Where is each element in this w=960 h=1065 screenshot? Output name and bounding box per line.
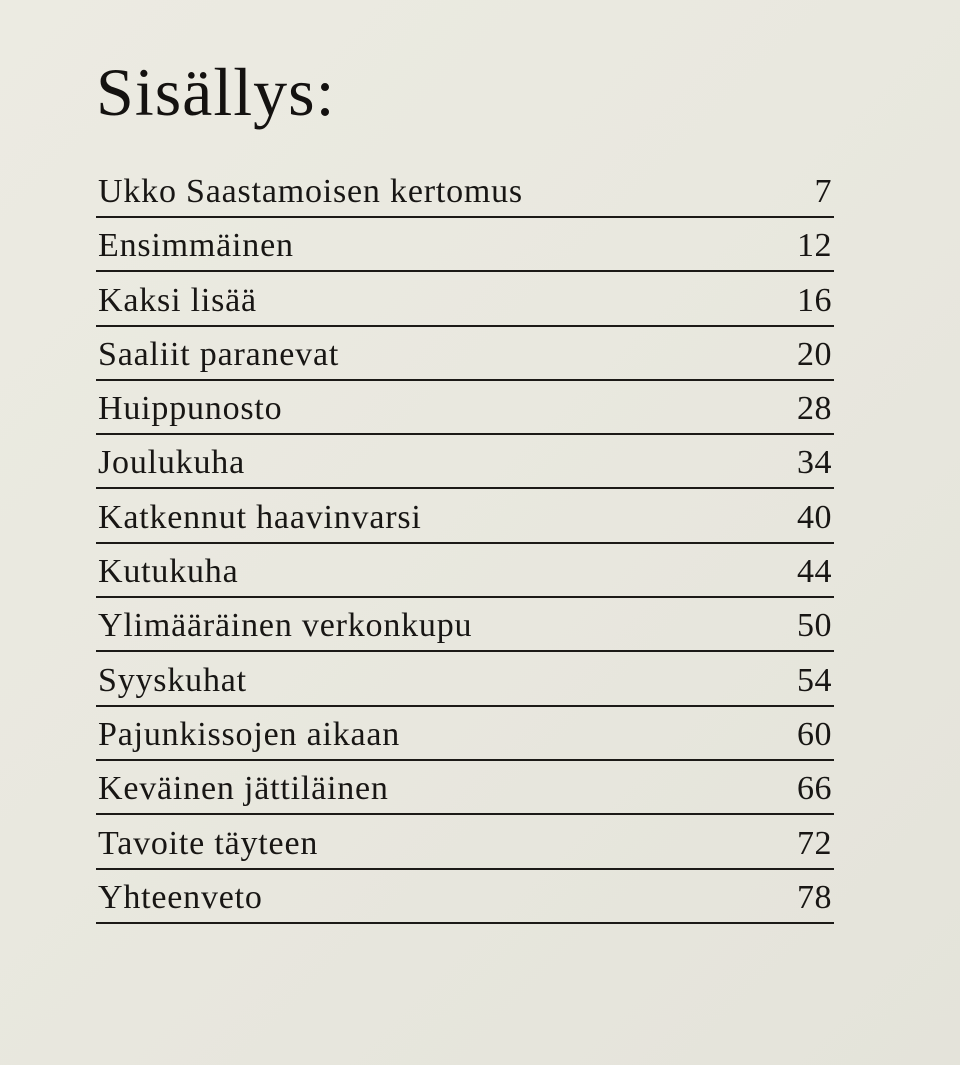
toc-entry-title: Tavoite täyteen xyxy=(98,824,319,862)
toc-entry-title: Saaliit paranevat xyxy=(98,335,340,373)
toc-entry-title: Katkennut haavinvarsi xyxy=(98,498,422,536)
toc-entry-page: 12 xyxy=(797,227,832,265)
toc-entry-title: Huippunosto xyxy=(98,390,283,428)
toc-entry-title: Ensimmäinen xyxy=(98,227,294,265)
toc-entry xyxy=(96,544,834,598)
toc-entry-title: Joulukuha xyxy=(98,444,245,482)
toc-entry xyxy=(96,761,834,815)
toc-entry xyxy=(96,598,834,652)
toc-entry-page: 44 xyxy=(797,553,832,591)
toc-entry xyxy=(96,166,834,218)
toc-entry xyxy=(96,381,834,435)
toc-entry xyxy=(96,870,834,924)
toc-entry-page: 54 xyxy=(797,661,832,699)
toc-entry-page: 66 xyxy=(797,770,832,808)
toc-entry xyxy=(96,327,834,381)
toc-entry-title: Kaksi lisää xyxy=(98,281,257,319)
toc-entry xyxy=(96,272,834,326)
toc-entry-title: Yhteenveto xyxy=(98,878,263,916)
toc-entry-page: 20 xyxy=(797,335,832,373)
toc-entry xyxy=(96,489,834,543)
toc-entry-title: Ukko Saastamoisen kertomus xyxy=(98,173,523,210)
toc-entry-page: 50 xyxy=(797,607,832,645)
toc-entry-title: Pajunkissojen aikaan xyxy=(98,715,401,753)
table-of-contents xyxy=(96,166,834,924)
toc-entry-title: Syyskuhat xyxy=(98,661,247,699)
toc-entry xyxy=(96,652,834,706)
toc-entry-page: 40 xyxy=(797,498,832,536)
toc-entry-title: Kutukuha xyxy=(98,553,239,591)
toc-entry xyxy=(96,707,834,761)
toc-entry-page: 28 xyxy=(797,390,832,428)
toc-entry-page: 72 xyxy=(797,824,832,862)
toc-entry xyxy=(96,435,834,489)
toc-entry-page: 34 xyxy=(797,444,832,482)
toc-entry-page: 16 xyxy=(797,281,832,319)
toc-entry-page: 7 xyxy=(814,173,832,210)
page-title: Sisällys: xyxy=(96,54,336,130)
toc-entry xyxy=(96,218,834,272)
toc-entry xyxy=(96,815,834,869)
toc-entry-title: Ylimääräinen verkonkupu xyxy=(98,607,473,645)
toc-entry-page: 60 xyxy=(797,715,832,753)
toc-entry-title: Keväinen jättiläinen xyxy=(98,770,389,808)
toc-entry-page: 78 xyxy=(797,878,832,916)
